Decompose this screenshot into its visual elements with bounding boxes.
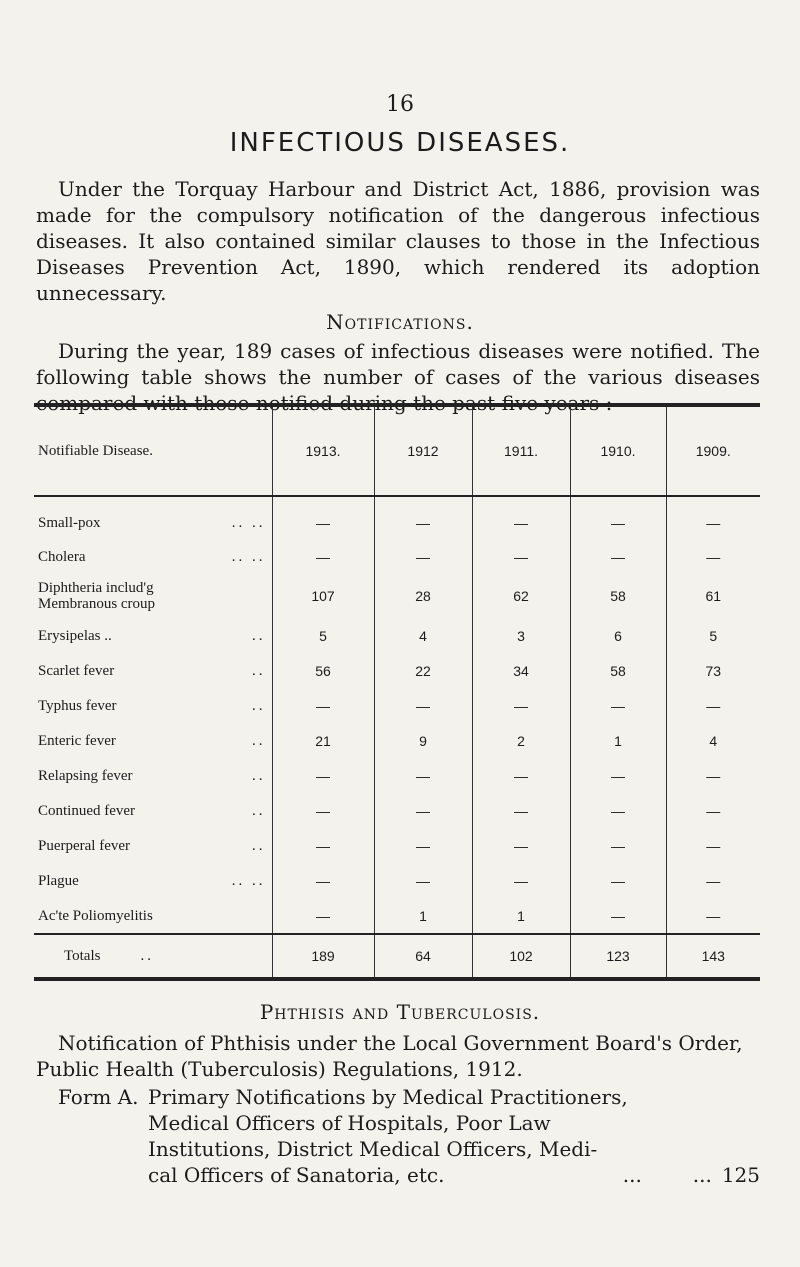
cell-value: — [570,828,666,863]
column-header: 1912 [374,405,472,496]
disease-name [34,574,272,618]
disease-name-line: Membranous croup [38,596,156,612]
disease-name: Puerperal fever .. [38,837,266,854]
cell-value: — [570,688,666,723]
cell-value: — [472,688,570,723]
cell-value: 58 [570,653,666,688]
leader-dots: .. [252,662,266,679]
cell-value: 1 [374,898,472,934]
cell-value: — [570,793,666,828]
cell-value: — [570,539,666,574]
disease-name: Small-pox .. .. [38,515,266,531]
cell-value: 61 [666,574,760,618]
intro-text: Under the Torquay Harbour and District Act, 1886, provision was made for the compulsory notification of the dangerous infectious diseases. It also contained similar clauses to those in the Infectious Diseases Prevention Act, 1890, which rendered its adoption unnecessary. [36,177,760,305]
cell-value: — [374,758,472,793]
cell-value: — [570,898,666,934]
table-row [34,758,760,793]
table-row [34,863,760,898]
total-value: 143 [666,934,760,979]
cell-value: — [666,496,760,539]
cell-value: 5 [272,618,374,653]
notifications-table [34,403,760,981]
table-row [34,618,760,653]
cell-value: — [374,863,472,898]
form-a-count-row [148,1162,760,1188]
disease-name: Ac'te Poliomyelitis [38,907,153,924]
cell-value: — [666,758,760,793]
disease-name: Typhus fever .. [38,697,266,714]
cell-value: 21 [272,723,374,758]
cell-value: — [272,828,374,863]
form-a-line: Medical Officers of Hospitals, Poor Law [148,1111,551,1135]
phthisis-heading: Phthisis and Tuberculosis. [259,1000,541,1024]
cell-value: — [666,898,760,934]
total-value: 123 [570,934,666,979]
column-header: Notifiable Disease. [34,405,272,496]
cell-value: — [666,828,760,863]
table-row [34,688,760,723]
leader-dots: .. [252,697,266,714]
cell-value: — [272,539,374,574]
table-row [34,574,760,618]
leader-dots: .. [252,767,266,784]
cell-value: — [666,539,760,574]
cell-value: 22 [374,653,472,688]
phthisis-text: Notification of Phthisis under the Local Government Board's Order, Public Health (Tuberculosis) Regulations, 1912. [36,1031,743,1081]
cell-value: 4 [374,618,472,653]
table-row [34,653,760,688]
disease-name: Relapsing fever .. [38,767,266,784]
totals-row [34,934,760,979]
cell-value: 5 [666,618,760,653]
cell-value: 1 [570,723,666,758]
cell-value: — [472,863,570,898]
leader-dots: .. .. [231,515,266,531]
cell-value: 2 [472,723,570,758]
cell-value: 34 [472,653,570,688]
cell-value: — [374,793,472,828]
cell-value: 9 [374,723,472,758]
cell-value: 3 [472,618,570,653]
table-row [34,828,760,863]
cell-value: — [374,688,472,723]
form-a-count: 125 [721,1163,760,1187]
leader-dots: .. [252,732,266,749]
cell-value: — [570,758,666,793]
cell-value: 6 [570,618,666,653]
notifications-heading: Notifications. [326,310,474,334]
cell-value: — [272,863,374,898]
disease-name-line: Diphtheria includ'g [38,580,154,596]
leader-dots: .. [252,627,266,644]
cell-value: — [472,758,570,793]
table-header-row [34,405,760,496]
column-header: 1910. [570,405,666,496]
disease-name: Continued fever .. [38,802,266,819]
cell-value: 107 [272,574,374,618]
cell-value: — [374,539,472,574]
cell-value: 4 [666,723,760,758]
page-number: 16 [386,92,414,117]
phthisis-paragraph [36,1030,760,1082]
cell-value: — [570,863,666,898]
cell-value: — [374,496,472,539]
section-heading: INFECTIOUS DISEASES. [229,128,571,158]
form-a-line: Primary Notifications by Medical Practitioners, [148,1085,628,1109]
leader-dots: .. [252,837,266,854]
cell-value: 58 [570,574,666,618]
disease-name: Enteric fever .. [38,732,266,749]
totals-label: Totals .. [34,934,272,979]
form-a-line: cal Officers of Sanatoria, etc. [148,1163,445,1187]
leader-dots: .. .. [231,548,266,565]
cell-value: — [272,688,374,723]
cell-value: — [472,496,570,539]
total-value: 189 [272,934,374,979]
column-header: 1909. [666,405,760,496]
total-value: 102 [472,934,570,979]
cell-value: — [472,793,570,828]
cell-value: — [570,496,666,539]
cell-value: — [374,828,472,863]
form-a-block [36,1084,760,1188]
cell-value: — [272,758,374,793]
disease-name: Erysipelas .. .. [38,627,266,644]
leader-dots: .. .. [231,872,266,889]
cell-value: — [272,496,374,539]
table-row [34,898,760,934]
total-value: 64 [374,934,472,979]
cell-value: 1 [472,898,570,934]
cell-value: — [272,793,374,828]
cell-value: 56 [272,653,374,688]
table-row [34,723,760,758]
cell-value: — [272,898,374,934]
leader-dots: ... ... [622,1163,712,1187]
disease-name: Plague .. .. [38,872,266,889]
leader-dots: .. [252,802,266,819]
notifications-text: During the year, 189 cases of infectious diseases were notified. The following table shows the number of cases of the various diseases compared with those notified during the past five years :— [36,339,760,415]
cell-value: — [666,863,760,898]
table-row [34,496,760,539]
cell-value: — [666,688,760,723]
disease-name: Scarlet fever .. [38,662,266,679]
cell-value: 62 [472,574,570,618]
disease-name: Cholera .. .. [38,548,266,565]
cell-value: 73 [666,653,760,688]
cell-value: — [472,539,570,574]
form-a-line: Institutions, District Medical Officers, Medi- [148,1137,598,1161]
column-header: 1913. [272,405,374,496]
table-row [34,793,760,828]
form-a-label: Form A. [58,1085,139,1109]
intro-paragraph [36,176,760,306]
column-header: 1911. [472,405,570,496]
cell-value: — [666,793,760,828]
cell-value: 28 [374,574,472,618]
cell-value: — [472,828,570,863]
table-row [34,539,760,574]
